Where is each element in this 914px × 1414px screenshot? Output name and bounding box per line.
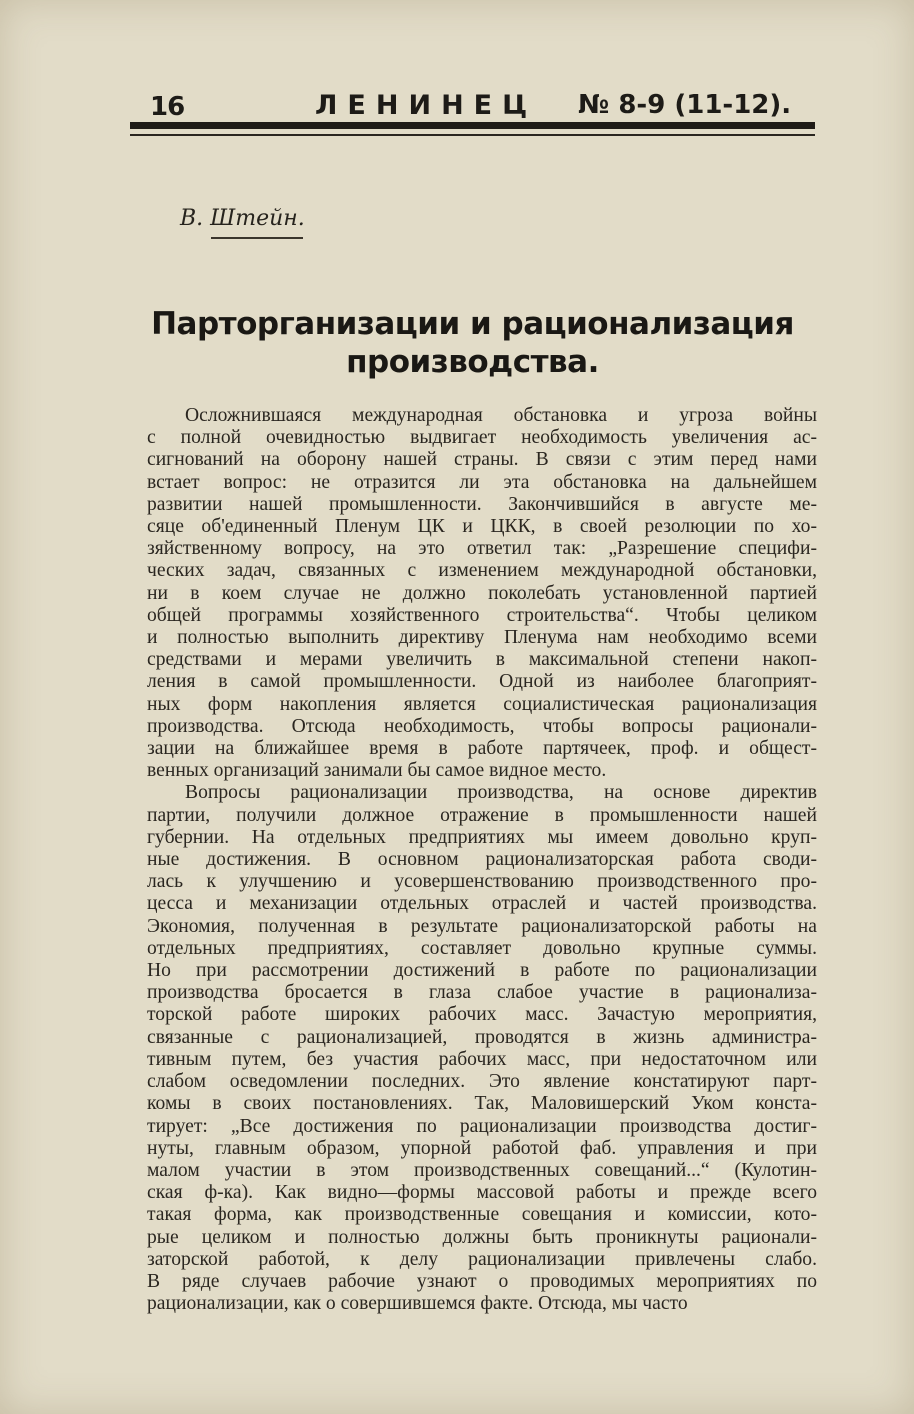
paragraph-1 bbox=[147, 405, 817, 782]
text-line: торской работе широких рабочих масс. Зачастую мероприятия, bbox=[147, 1004, 817, 1026]
text-line: рые целиком и полностью должны быть проникнуты рационали- bbox=[147, 1226, 817, 1248]
text-line: Но при рассмотрении достижений в работе по рационализации bbox=[147, 960, 817, 982]
text-line: рационализации, как о совершившемся факте. Отсюда, мы часто bbox=[147, 1293, 688, 1315]
text-line: отдельных предприятиях, составляет довольно крупные суммы. bbox=[147, 937, 817, 959]
text-line: ных форм накопления является социалистическая рационализация bbox=[147, 693, 817, 715]
text-line: лась к улучшению и усовершенствованию производственного про- bbox=[147, 871, 817, 893]
text-line: ные достижения. В основном рационализаторская работа своди- bbox=[147, 849, 817, 871]
text-line: ческих задач, связанных с изменением международной обстановки, bbox=[147, 560, 817, 582]
text-line: сигнований на оборону нашей страны. В связи с этим перед нами bbox=[147, 449, 817, 471]
text-line: производства бросается в глаза слабое участие в рационализа- bbox=[147, 982, 817, 1004]
text-line: общей программы хозяйственного строительства“. Чтобы целиком bbox=[147, 604, 817, 626]
article-title-line: Парторганизации и рационализация bbox=[151, 306, 794, 342]
header-rule-thick bbox=[130, 122, 815, 129]
text-line: такая форма, как производственные совещания и комиссии, кото- bbox=[147, 1204, 817, 1226]
text-line: с полной очевидностью выдвигает необходимость увеличения ас- bbox=[147, 427, 817, 449]
text-line: сяце об'единенный Пленум ЦК и ЦКК, в своей резолюции по хо- bbox=[147, 516, 817, 538]
text-line: заторской работой, к делу рационализации привлечены слабо. bbox=[147, 1248, 817, 1270]
text-line: развитии нашей промышленности. Закончившийся в августе ме- bbox=[147, 493, 817, 515]
text-line: венных организаций занимали бы самое видное место. bbox=[147, 760, 607, 782]
journal-title: ЛЕНИНЕЦ bbox=[315, 90, 538, 121]
text-line: губернии. На отдельных предприятиях мы имеем довольно круп- bbox=[147, 826, 817, 848]
text-line: средствами и мерами увеличить в максимальной степени накоп- bbox=[147, 649, 817, 671]
text-line: нуты, главным образом, упорной работой фаб. управления и при bbox=[147, 1137, 817, 1159]
text-line: зяйственному вопросу, на это ответил так: „Разрешение специфи- bbox=[147, 538, 817, 560]
text-line: ни в коем случае не должно поколебать установленной партией bbox=[147, 582, 817, 604]
text-line: и полностью выполнить директиву Пленума нам необходимо всеми bbox=[147, 627, 817, 649]
text-line: ления в самой промышленности. Одной из наиболее благоприят- bbox=[147, 671, 817, 693]
text-line: В ряде случаев рабочие узнают о проводимых мероприятиях по bbox=[147, 1270, 817, 1292]
text-line: связанные с рационализацией, проводятся в жизнь администра- bbox=[147, 1026, 817, 1048]
article-body bbox=[147, 405, 817, 1315]
article-title bbox=[130, 305, 815, 381]
article-author: В. Штейн. bbox=[180, 206, 305, 231]
text-line: производства. Отсюда необходимость, чтобы вопросы рационали- bbox=[147, 715, 817, 737]
text-line: ская ф-ка). Как видно—формы массовой работы и прежде всего bbox=[147, 1182, 817, 1204]
text-line: Экономия, полученная в результате рационализаторской работы на bbox=[147, 915, 817, 937]
issue-number: № 8-9 (11-12). bbox=[578, 90, 792, 120]
text-line: комы в своих постановлениях. Так, Маловишерский Уком конста- bbox=[147, 1093, 817, 1115]
text-line: тирует: „Все достижения по рационализации производства достиг- bbox=[147, 1115, 817, 1137]
text-line: партии, получили должное отражение в промышленности нашей bbox=[147, 804, 817, 826]
page-number: 16 bbox=[150, 92, 185, 122]
paragraph-2 bbox=[147, 782, 817, 1315]
text-line: малом участии в этом производственных совещаний...“ (Кулотин- bbox=[147, 1159, 817, 1181]
author-underline bbox=[211, 237, 303, 239]
text-line: встает вопрос: не отразится ли эта обстановка на дальнейшем bbox=[147, 471, 817, 493]
text-line: цесса и механизации отдельных отраслей и частей производства. bbox=[147, 893, 817, 915]
text-line: Вопросы рационализации производства, на основе директив bbox=[185, 782, 817, 804]
article-title-line: производства. bbox=[346, 344, 599, 380]
text-line: тивным путем, без участия рабочих масс, при недостаточном или bbox=[147, 1048, 817, 1070]
text-line: зации на ближайшее время в работе партячеек, проф. и общест- bbox=[147, 738, 817, 760]
text-line: слабом осведомлении последних. Это явление констатируют парт- bbox=[147, 1071, 817, 1093]
text-line: Осложнившаяся международная обстановка и угроза войны bbox=[185, 405, 817, 426]
header-rule-thin bbox=[130, 134, 815, 136]
